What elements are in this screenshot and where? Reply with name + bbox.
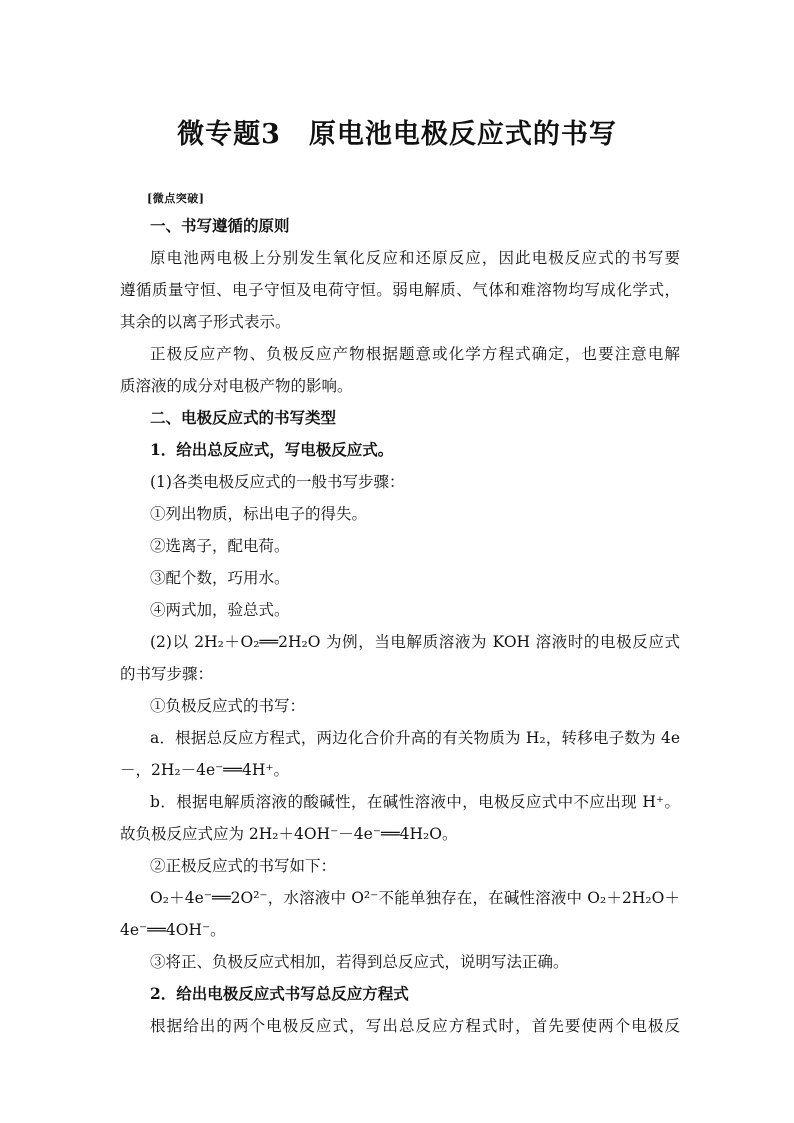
list-item: ①负极反应式的书写： [150, 697, 306, 715]
heading-principles: 一、书写遵循的原则 [150, 216, 290, 235]
section-tag: [微点突破] [147, 192, 205, 205]
subheading-1: 1．给出总反应式，写电极反应式。 [150, 440, 394, 459]
list-item: ④两式加，验总式。 [150, 601, 290, 619]
paragraph-line: O₂＋4e⁻══2O²⁻，水溶液中 O²⁻不能单独存在，在碱性溶液中 O₂＋2H₂O＋ [150, 889, 680, 907]
list-item: ③将正、负极反应式相加，若得到总反应式，说明写法正确。 [150, 953, 569, 971]
paragraph-line: 故负极反应式应为 2H₂＋4OH⁻－4e⁻══4H₂O。 [120, 825, 458, 843]
paragraph-line: －，2H₂－4e⁻══4H⁺。 [120, 761, 290, 779]
paragraph-line: a．根据总反应方程式，两边化合价升高的有关物质为 H₂，转移电子数为 4e [150, 729, 680, 747]
paragraph-line: 原电池两电极上分别发生氧化反应和还原反应，因此电极反应式的书写要 [150, 249, 680, 267]
paragraph-line: 的书写步骤： [120, 665, 214, 683]
list-item: ②选离子，配电荷。 [150, 537, 290, 555]
paragraph-line: 质溶液的成分对电极产物的影响。 [120, 377, 353, 395]
page-title: 微专题3 原电池电极反应式的书写 [177, 119, 617, 150]
paragraph-line: 4e⁻══4OH⁻。 [120, 921, 226, 939]
paragraph-line: 正极反应产物、负极反应产物根据题意或化学方程式确定，也要注意电解 [150, 345, 680, 363]
paragraph-line: (2)以 2H₂＋O₂══2H₂O 为例，当电解质溶液为 KOH 溶液时的电极反应式 [150, 633, 680, 651]
paragraph-line: (1)各类电极反应式的一般书写步骤： [150, 473, 405, 491]
paragraph-line: 根据给出的两个电极反应式，写出总反应方程式时，首先要使两个电极反 [150, 1017, 680, 1035]
paragraph-line: 其余的以离子形式表示。 [120, 313, 291, 331]
list-item: ②正极反应式的书写如下： [150, 857, 337, 875]
subheading-2: 2．给出电极反应式书写总反应方程式 [150, 984, 409, 1003]
paragraph-line: 遵循质量守恒、电子守恒及电荷守恒。弱电解质、气体和难溶物均写成化学式， [120, 281, 680, 299]
heading-types: 二、电极反应式的书写类型 [150, 408, 337, 427]
paragraph-line: b．根据电解质溶液的酸碱性，在碱性溶液中，电极反应式中不应出现 H⁺。 [150, 793, 680, 811]
list-item: ①列出物质，标出电子的得失。 [150, 505, 368, 523]
list-item: ③配个数，巧用水。 [150, 569, 290, 587]
